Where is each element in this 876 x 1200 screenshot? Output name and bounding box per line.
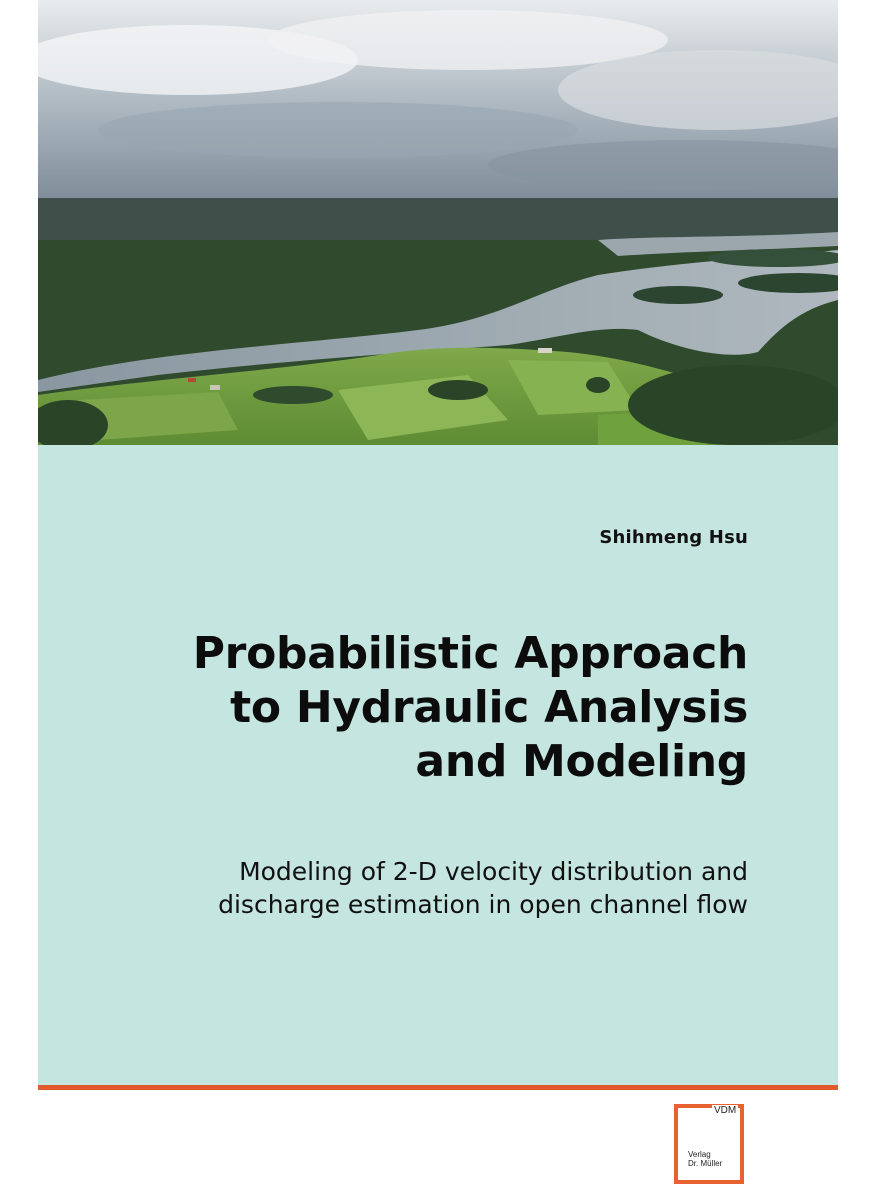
- book-title-line: and Modeling: [415, 736, 748, 787]
- publisher-mark: VDM: [714, 1105, 737, 1116]
- publisher-logo-frame: [674, 1104, 744, 1184]
- title-panel: [38, 445, 838, 1085]
- orange-divider: [38, 1085, 838, 1090]
- book-subtitle-line: discharge estimation in open channel flow: [218, 890, 748, 919]
- publisher-logo: [674, 1104, 746, 1182]
- book-subtitle: [108, 855, 748, 921]
- publisher-name-line: Dr. Müller: [688, 1159, 723, 1168]
- author-name: Shihmeng Hsu: [599, 527, 748, 548]
- book-title-line: to Hydraulic Analysis: [230, 682, 748, 733]
- publisher-name: [688, 1150, 722, 1168]
- aerial-landscape-photo: [38, 0, 838, 445]
- book-cover: [38, 0, 838, 1200]
- book-title: [108, 627, 748, 789]
- book-title-line: Probabilistic Approach: [192, 628, 748, 679]
- book-subtitle-line: Modeling of 2-D velocity distribution and: [239, 857, 748, 886]
- publisher-name-line: Verlag: [688, 1150, 711, 1159]
